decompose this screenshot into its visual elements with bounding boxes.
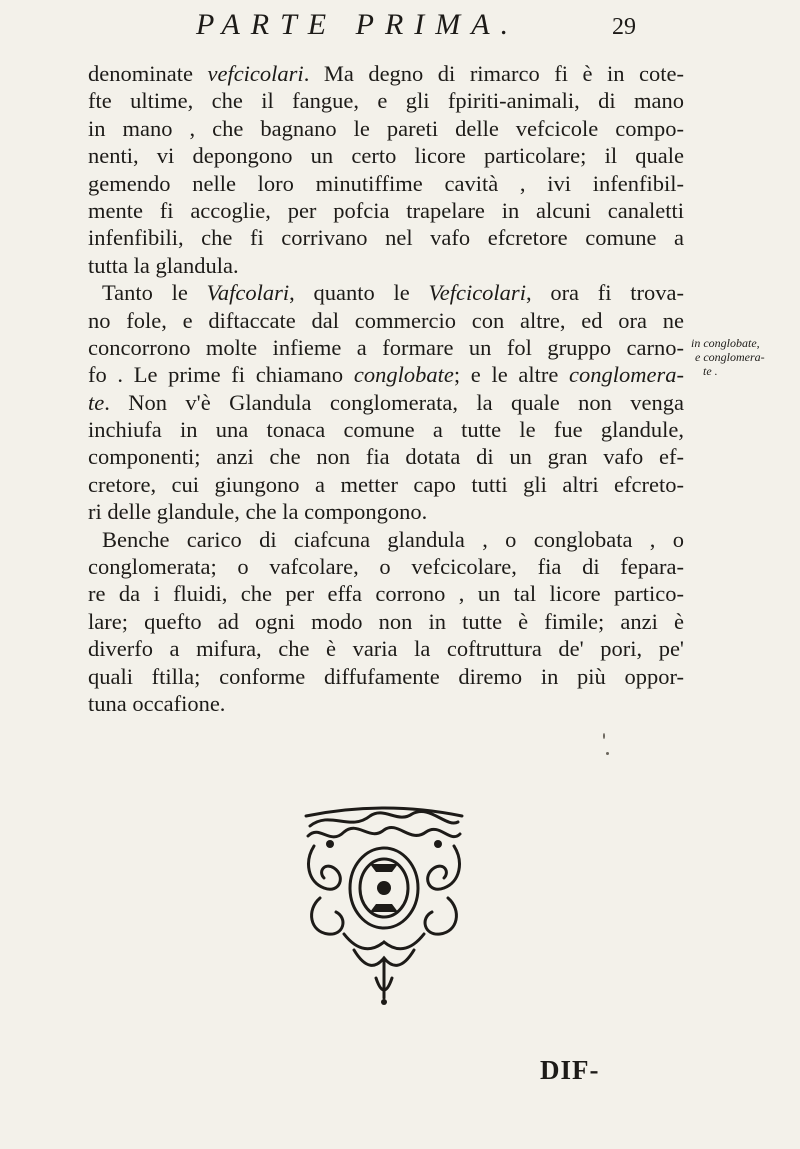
page-number: 29: [612, 14, 636, 40]
text-line: infenfibili, che fi corrivano nel vafo efcretore comune a: [88, 225, 684, 251]
text-line: quali ftilla; conforme diffufamente diremo in più oppor-: [88, 663, 684, 689]
text-line: fte ultime, che il fangue, e gli fpiriti-animali, di mano: [88, 88, 684, 114]
ornamental-vignette: [300, 802, 468, 1007]
text-line: conglomerata; o vafcolare, o vefcicolare, fia di fepara-: [88, 554, 684, 580]
text-line: diverfo a mifura, che è varia la coftruttura de' pori, pe': [88, 636, 684, 662]
marginal-note: [691, 336, 797, 378]
text-line: concorrono molte infieme a formare un fol gruppo carno-: [88, 334, 684, 360]
running-title: PARTE PRIMA.: [196, 8, 520, 41]
marginal-note-line: e conglomera-: [695, 350, 765, 364]
text-line: mente fi accoglie, per pofcia trapelare in alcuni canaletti: [88, 197, 684, 223]
text-line: tuna occafione.: [88, 690, 226, 716]
text-line: re da i fluidi, che per effa corrono , un tal licore partico-: [88, 581, 684, 607]
text-line: lare; quefto ad ogni modo non in tutte è fimile; anzi è: [88, 608, 684, 634]
body-text: [88, 60, 684, 717]
text-line: tutta la glandula.: [88, 252, 239, 278]
text-line: Benche carico di ciafcuna glandula , o conglobata , o: [102, 526, 684, 552]
ink-speck: [606, 752, 609, 755]
text-line: componenti; anzi che non fia dotata di un gran vafo ef-: [88, 444, 684, 470]
text-line: Tanto le Vafcolari, quanto le Vefcicolari, ora fi trova-: [102, 280, 684, 306]
marginal-note-line: te .: [703, 364, 718, 378]
text-line: ri delle glandule, che la compongono.: [88, 499, 428, 525]
text-line: te. Non v'è Glandula conglomerata, la quale non venga: [88, 389, 684, 415]
text-line: inchiufa in una tonaca comune a tutte le fue glandule,: [88, 417, 684, 443]
text-line: in mano , che bagnano le pareti delle vefcicole compo-: [88, 115, 684, 141]
text-line: cretore, cui giungono a metter capo tutti gli altri efcreto-: [88, 471, 684, 497]
marginal-note-line: in conglobate,: [691, 336, 760, 350]
running-head: [196, 8, 636, 48]
catchword: DIF-: [540, 1055, 600, 1085]
text-line: no fole, e diftaccate dal commercio con altre, ed ora ne: [88, 307, 684, 333]
text-line: gemendo nelle loro minutiffime cavità , ivi infenfibil-: [88, 170, 684, 196]
text-line: nenti, vi depongono un certo licore particolare; il quale: [88, 143, 684, 169]
ink-speck: [603, 733, 605, 739]
text-line: denominate vefcicolari. Ma degno di rimarco fi è in cote-: [88, 61, 684, 86]
text-line: fo . Le prime fi chiamano conglobate; e le altre conglomera-: [88, 362, 684, 388]
